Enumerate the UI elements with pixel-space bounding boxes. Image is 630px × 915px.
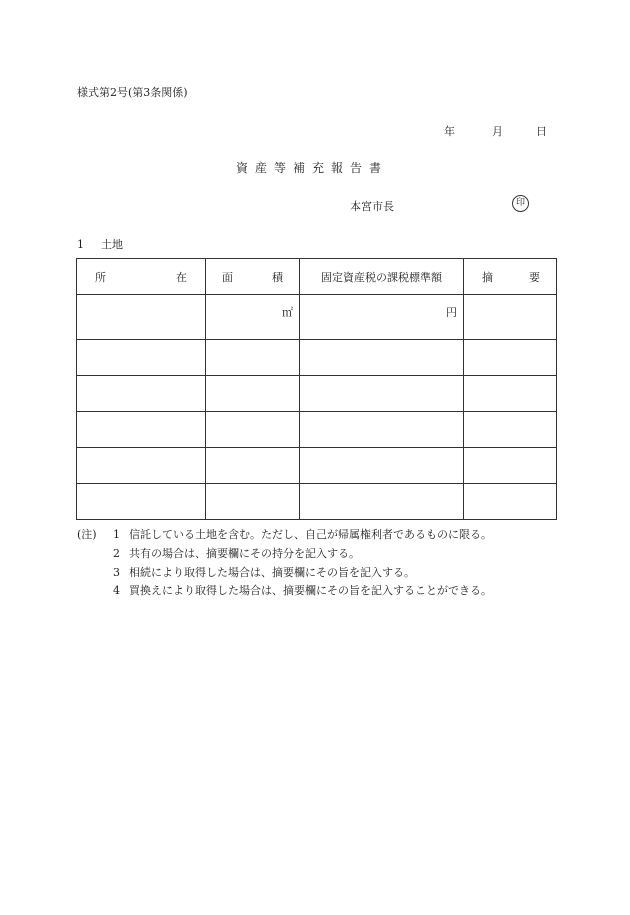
cell-area[interactable] (206, 412, 300, 448)
cell-area[interactable] (206, 448, 300, 484)
date-line (444, 123, 547, 139)
cell-location[interactable] (77, 376, 206, 412)
value-unit-label: 円 (446, 306, 457, 319)
section-label: 土地 (101, 238, 123, 251)
note-number: 3 (113, 566, 120, 579)
note-item-1 (77, 526, 492, 542)
cell-location[interactable] (77, 448, 206, 484)
header-location (77, 259, 206, 295)
cell-area[interactable] (206, 340, 300, 376)
cell-location[interactable] (77, 295, 206, 340)
addressee: 本宮市長 (350, 200, 394, 213)
note-number: 2 (113, 547, 120, 560)
document-title: 資産等補充報告書 (236, 161, 389, 175)
cell-remarks[interactable] (464, 448, 557, 484)
date-year-label: 年 (444, 125, 455, 138)
table-header-row (77, 259, 557, 295)
section-heading (77, 236, 123, 252)
table-row (77, 448, 557, 484)
cell-remarks[interactable] (464, 340, 557, 376)
header-remarks-char-2: 要 (529, 270, 540, 284)
cell-remarks[interactable] (464, 484, 557, 520)
cell-location[interactable] (77, 484, 206, 520)
cell-tax-base[interactable] (300, 448, 464, 484)
header-location-char-2: 在 (176, 270, 187, 284)
cell-remarks[interactable] (464, 376, 557, 412)
cell-area[interactable] (206, 295, 300, 340)
note-item-4 (77, 582, 492, 598)
note-text: 相続により取得した場合は、摘要欄にその旨を記入する。 (129, 566, 415, 579)
header-area-char-2: 積 (272, 270, 283, 284)
date-day-label: 日 (536, 125, 547, 138)
cell-tax-base[interactable] (300, 484, 464, 520)
cell-tax-base[interactable] (300, 295, 464, 340)
cell-area[interactable] (206, 376, 300, 412)
notes-label: (注) (77, 528, 97, 541)
header-location-char-1: 所 (95, 270, 106, 284)
note-text: 共有の場合は、摘要欄にその持分を記入する。 (129, 547, 360, 560)
cell-location[interactable] (77, 412, 206, 448)
date-month-label: 月 (492, 125, 503, 138)
note-number: 1 (113, 528, 120, 541)
seal-mark: 印 (512, 195, 529, 212)
header-remarks (464, 259, 557, 295)
table-row (77, 340, 557, 376)
note-item-3 (77, 564, 415, 580)
cell-tax-base[interactable] (300, 412, 464, 448)
header-remarks-char-1: 摘 (482, 270, 493, 284)
cell-area[interactable] (206, 484, 300, 520)
area-unit-label: ㎡ (282, 306, 293, 319)
table-row (77, 412, 557, 448)
header-area (206, 259, 300, 295)
section-number: 1 (77, 238, 84, 251)
table-row (77, 376, 557, 412)
cell-remarks[interactable] (464, 412, 557, 448)
cell-tax-base[interactable] (300, 340, 464, 376)
table-row (77, 484, 557, 520)
note-number: 4 (113, 584, 120, 597)
form-number: 様式第2号(第3条関係) (77, 86, 188, 99)
table-row (77, 295, 557, 340)
land-table (76, 258, 557, 520)
cell-remarks[interactable] (464, 295, 557, 340)
cell-location[interactable] (77, 340, 206, 376)
note-text: 信託している土地を含む。ただし、自己が帰属権利者であるものに限る。 (129, 528, 492, 541)
cell-tax-base[interactable] (300, 376, 464, 412)
header-tax-base: 固定資産税の課税標準額 (300, 259, 464, 295)
header-area-char-1: 面 (222, 270, 233, 284)
note-item-2 (77, 545, 360, 561)
note-text: 買換えにより取得した場合は、摘要欄にその旨を記入することができる。 (129, 584, 492, 597)
